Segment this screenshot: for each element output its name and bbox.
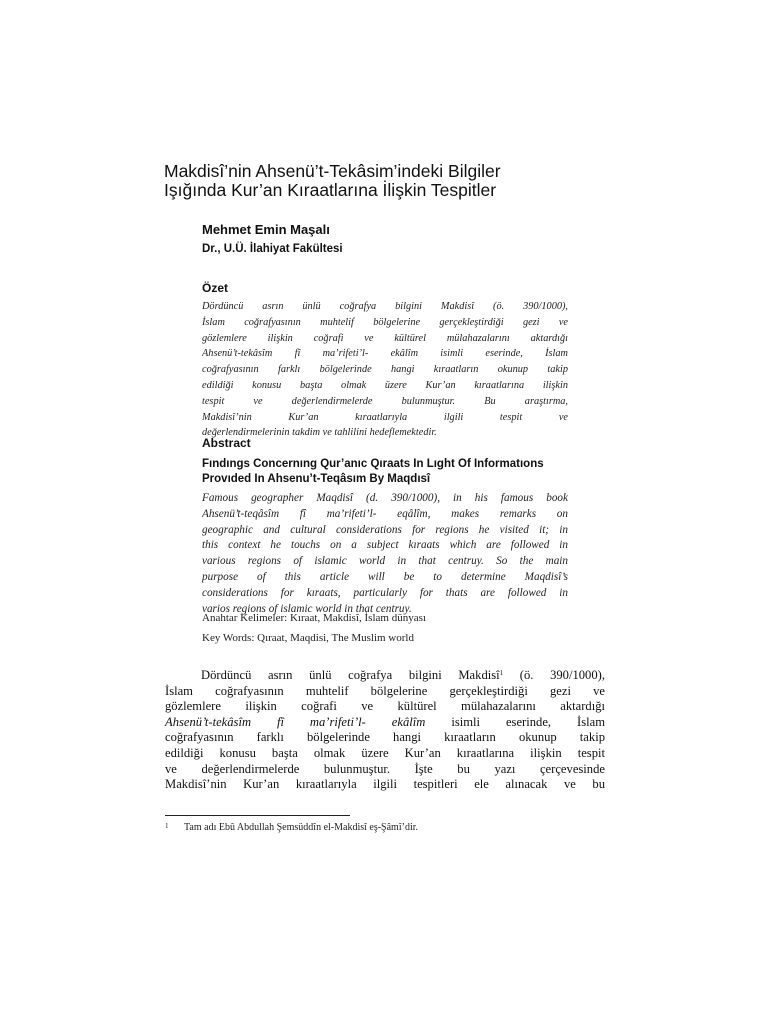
- footnote-number: 1: [165, 822, 169, 830]
- ozet-line: Ahsenü’t-tekâsîm fî ma’rifeti’l- ekâlîm isimli eserinde, İslam: [202, 348, 568, 360]
- ozet-line: İslam coğrafyasının muhtelif bölgelerine gerçekleştirdiği gezi ve: [202, 316, 568, 328]
- title-line: Işığında Kur’an Kıraatlarına İlişkin Tespitler: [164, 180, 497, 200]
- author-affiliation: Dr., U.Ü. İlahiyat Fakültesi: [202, 243, 343, 255]
- footnote-ref[interactable]: 1: [499, 669, 504, 677]
- abstract-line: varios regions of islamic world in that centruy.: [202, 602, 412, 615]
- abstract-line: Famous geographer Maqdisî (d. 390/1000), in his famous book: [202, 492, 568, 504]
- ozet-line: gözlemlere ilişkin coğrafi ve kültürel mülahazalarını aktardığı: [202, 332, 568, 344]
- body-line: [165, 715, 605, 731]
- footnote-text: Tam adı Ebû Abdullah Şemsüddîn el-Makdisî eş-Şâmî’dir.: [184, 822, 418, 833]
- body-text: (ö. 390/1000),: [503, 668, 605, 682]
- ozet-text: [202, 299, 568, 441]
- footnote-divider: [165, 815, 350, 816]
- abstract-line: this context he touchs on a subject kıraats which are followed in: [202, 539, 568, 552]
- abstract-line: considerations for kıraats, particularly for thats are followed in: [202, 586, 568, 599]
- title-line: Makdisî’nin Ahsenü’t-Tekâsim’indeki Bilgiler: [164, 161, 501, 181]
- footnote: [165, 822, 605, 833]
- ozet-line: Makdisî’nin Kur’an kıraatlarıyla ilgili tespit ve: [202, 411, 568, 423]
- article-title: [164, 162, 594, 200]
- ozet-line: değerlendirmelerinin takdim ve tahlilini hedeflemektedir.: [202, 427, 437, 439]
- body-line: edildiği konusu başta olmak üzere Kur’an kıraatlarına ilişkin tespit: [165, 745, 605, 760]
- body-line: Makdisî’nin Kur’an kıraatlarıyla ilgili tespitleri ele alınacak ve bu: [165, 777, 605, 792]
- body-line: [165, 668, 605, 684]
- body-paragraph: [165, 668, 605, 793]
- abstract-heading: Abstract: [202, 436, 251, 450]
- body-text: Dördüncü asrın ünlü coğrafya bilgini Makdisî: [201, 668, 500, 682]
- ozet-line: tespit ve değerlendirmelerde bulunmuştur. Bu araştırma,: [202, 395, 568, 407]
- ozet-heading: Özet: [202, 281, 229, 295]
- abstract-title-line: Fındıngs Concernıng Qur’anıc Qıraats In Lıght Of Informatıons: [202, 458, 544, 470]
- ozet-line: Dördüncü asrın ünlü coğrafya bilgini Makdisî (ö. 390/1000),: [202, 301, 568, 312]
- ozet-line: coğrafyasının farklı bölgelerinde hangi kıraatların okunup takip: [202, 364, 568, 376]
- body-line: gözlemlere ilişkin coğrafi ve kültürel mülahazalarını aktardığı: [165, 699, 605, 714]
- body-line: coğrafyasının farklı bölgelerinde hangi kıraatların okunup takip: [165, 730, 605, 745]
- abstract-line: geographic and cultural considerations for regions he visited it; in: [202, 523, 568, 536]
- body-line: ve değerlendirmelerde bulunmuştur. İşte bu yazı çerçevesinde: [165, 761, 605, 776]
- abstract-title-line: Provıded In Ahsenu’t-Teqâsım By Maqdısî: [202, 473, 431, 485]
- book-title: Ahsenü’t-tekâsîm fî ma’rifeti’l- ekâlîm: [165, 714, 426, 729]
- abstract-line: various regions of islamic world in that centruy. So the main: [202, 555, 568, 568]
- abstract-text: [202, 491, 568, 617]
- body-line: İslam coğrafyasının muhtelif bölgelerine gerçekleştirdiği gezi ve: [165, 683, 605, 698]
- ozet-line: edildiği konusu başta olmak üzere Kur’an kıraatlarına ilişkin: [202, 379, 568, 391]
- abstract-line: Ahsenü’t-teqâsîm fî ma’rifeti’l- eqâlîm, makes remarks on: [202, 507, 568, 520]
- abstract-title: [202, 457, 602, 487]
- keywords-turkish: Anahtar Kelimeler: Kıraat, Makdisî, İslam dünyası: [202, 612, 426, 624]
- body-text: isimli eserinde, İslam: [425, 714, 605, 729]
- keywords-english: Key Words: Qıraat, Maqdisi, The Muslim world: [202, 632, 414, 644]
- abstract-line: purpose of this article will be to determine Maqdisî’s: [202, 570, 568, 583]
- author-name: Mehmet Emin Maşalı: [202, 222, 330, 237]
